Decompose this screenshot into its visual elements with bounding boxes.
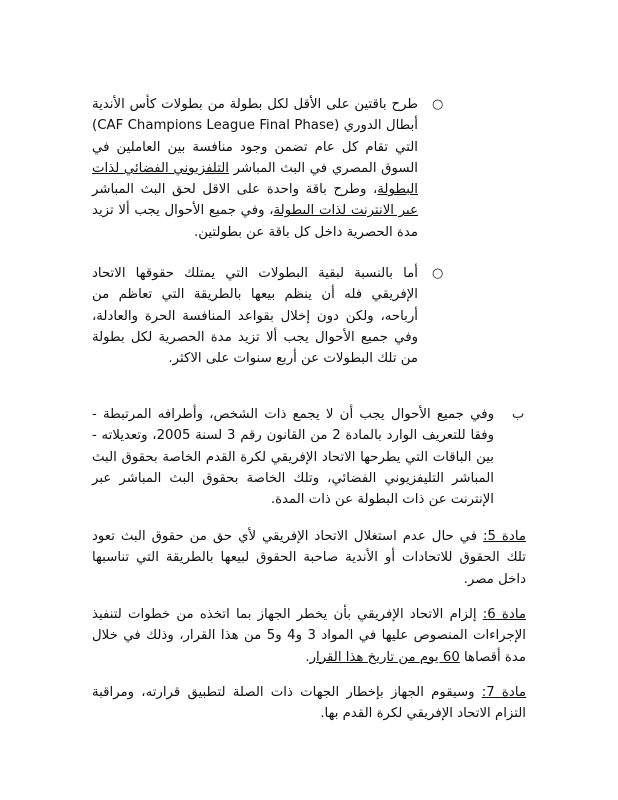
article-5 <box>92 526 526 590</box>
bullet-circle-1: ○ <box>432 97 444 112</box>
article-7 <box>92 682 526 725</box>
p1-underlined-satellite: التلفزيوني الفضائي لذات البطولة <box>92 160 418 198</box>
p1-underlined-internet: عبر الانترنت لذات البطولة <box>273 203 418 219</box>
article-6-end: . <box>305 649 310 665</box>
paragraph-no-combination: وفي جميع الأحوال يجب أن لا يجمع ذات الشخص، وأطرافه المرتبطة - وفقا للتعريف الوارد بالمادة 2 من القانون رقم 3 لسنة 2005، وتعديلاته - بين الباقات التي يطرحها الاتحاد الإفريقي لكرة القدم الخاصة بحقوق البث المباشر التليفزيوني الفضائي، وتلك الخاصة بحقوق البث المباشر عبر الإنترنت عن ذات البطولة عن ذات المدة. <box>92 407 494 508</box>
paragraph-package-offer <box>92 94 418 243</box>
article-7-text: وسيقوم الجهاز بإخطار الجهات ذات الصلة لتطبيق قرارته، ومراقبة التزام الاتحاد الإفريقي لكرة القدم بها. <box>92 685 526 722</box>
article-6 <box>92 604 526 668</box>
bullet-letter-ba: ب <box>512 407 525 422</box>
article-6-deadline: 60 يوم من تاريخ هذا القرار <box>309 649 460 665</box>
p1-text-a: طرح باقتين على الأقل لكل بطولة من بطولات كأس الأندية أبطال الدوري (CAF Champions League Final Phase) التي تقام كل عام تضمن وجود منافسة بين العاملين في السوق المصري في البث المباشر <box>92 97 418 176</box>
article-5-label: مادة 5: <box>483 529 526 544</box>
p1-text-e: ، وفي جميع الأحوال يجب ألا تزيد مدة الحصرية داخل كل باقة عن بطولتين. <box>92 203 418 240</box>
article-5-text: في حال عدم استغلال الاتحاد الإفريقي لأي حق من حقوق البث تعود تلك الحقوق للاتحادات أو الأندية صاحبة الحقوق لبيعها بالطريقة التي تناسبها داخل مصر. <box>92 529 526 587</box>
paragraph-other-tournaments: أما بالنسبة لبقية البطولات التي يمتلك حقوقها الاتحاد الإفريقي فله أن ينظم بيعها بالطريقة التي تعاظم من أرباحه، ولكن دون إخلال بقواعد المنافسة الحرة والعادلة، وفي جميع الأحوال يجب ألا تزيد مدة الحصرية لكل بطولة من تلك البطولات عن أربع سنوات على الاكثر. <box>92 266 418 367</box>
article-6-label: مادة 6: <box>482 607 526 622</box>
p1-text-c: ، وطرح باقة واحدة على الاقل لحق البث المباشر <box>92 182 378 198</box>
article-6-text: إلزام الاتحاد الإفريقي بأن يخطر الجهاز بما اتخذه من خطوات لتنفيذ الإجراءات المنصوص عليها في المواد 3 و4 و5 من هذا القرار، وذلك في خلال مدة أقصاها <box>92 607 526 665</box>
bullet-circle-2: ○ <box>432 266 444 281</box>
article-7-label: مادة 7: <box>481 685 526 700</box>
